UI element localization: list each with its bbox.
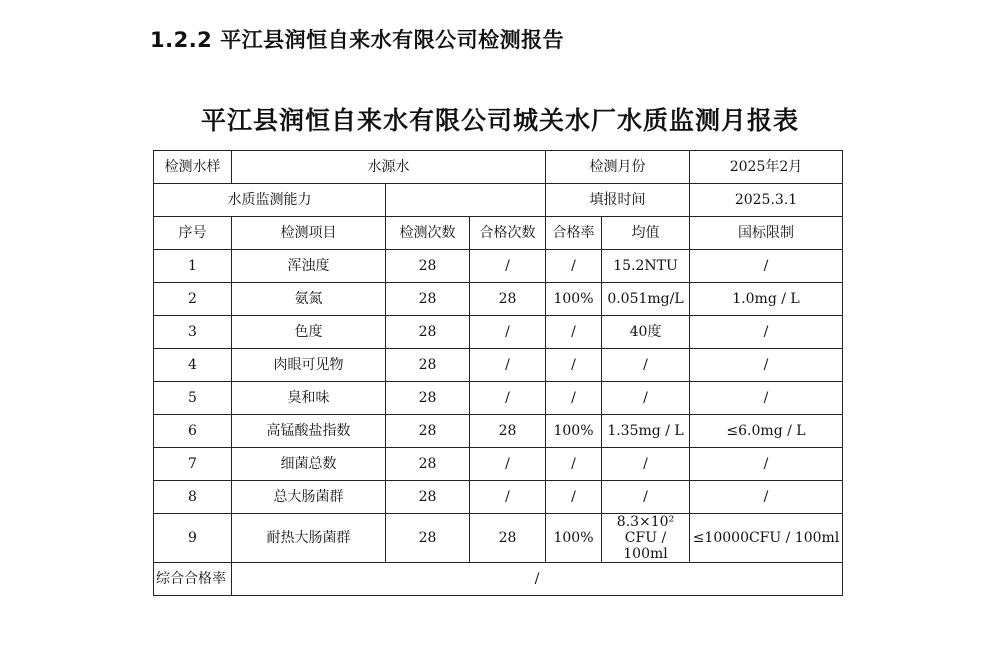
pass-count: / (470, 349, 546, 382)
mean-value: 8.3×10² CFU / 100ml (602, 514, 690, 563)
table-row (154, 283, 843, 316)
table-row (154, 316, 843, 349)
test-count: 28 (386, 448, 470, 481)
table-row (154, 481, 843, 514)
row-index: 8 (154, 481, 232, 514)
summary-value: / (232, 563, 843, 596)
standard-limit: ≤10000CFU / 100ml (690, 514, 843, 563)
fill-time-value: 2025.3.1 (690, 184, 843, 217)
pass-rate: / (546, 382, 602, 415)
test-count: 28 (386, 514, 470, 563)
test-count: 28 (386, 481, 470, 514)
standard-limit: / (690, 382, 843, 415)
capability-label: 水质监测能力 (154, 184, 386, 217)
capability-value (386, 184, 546, 217)
sample-value: 水源水 (232, 151, 546, 184)
standard-limit: / (690, 448, 843, 481)
item-name: 浑浊度 (232, 250, 386, 283)
item-name: 细菌总数 (232, 448, 386, 481)
summary-label: 综合合格率 (154, 563, 232, 596)
row-index: 7 (154, 448, 232, 481)
pass-count: / (470, 250, 546, 283)
standard-limit: 1.0mg / L (690, 283, 843, 316)
mean-value: / (602, 349, 690, 382)
row-index: 4 (154, 349, 232, 382)
mean-value: / (602, 382, 690, 415)
mean-value: / (602, 481, 690, 514)
standard-limit: / (690, 316, 843, 349)
fill-time-label: 填报时间 (546, 184, 690, 217)
pass-count: 28 (470, 514, 546, 563)
table-header-row (154, 217, 843, 250)
pass-count: 28 (470, 415, 546, 448)
item-name: 色度 (232, 316, 386, 349)
test-count: 28 (386, 349, 470, 382)
test-count: 28 (386, 382, 470, 415)
row-index: 9 (154, 514, 232, 563)
pass-rate: 100% (546, 514, 602, 563)
table-row (154, 382, 843, 415)
month-value: 2025年2月 (690, 151, 843, 184)
table-row (154, 349, 843, 382)
meta-row-sample (154, 151, 843, 184)
pass-rate: / (546, 250, 602, 283)
pass-count: 28 (470, 283, 546, 316)
standard-limit: / (690, 250, 843, 283)
pass-count: / (470, 382, 546, 415)
pass-rate: 100% (546, 283, 602, 316)
row-index: 6 (154, 415, 232, 448)
row-index: 3 (154, 316, 232, 349)
mean-value: 15.2NTU (602, 250, 690, 283)
pass-rate: / (546, 316, 602, 349)
column-header: 均值 (602, 217, 690, 250)
column-header: 检测项目 (232, 217, 386, 250)
standard-limit: / (690, 349, 843, 382)
sample-label: 检测水样 (154, 151, 232, 184)
table-row (154, 514, 843, 563)
item-name: 肉眼可见物 (232, 349, 386, 382)
test-count: 28 (386, 415, 470, 448)
report-title: 平江县润恒自来水有限公司城关水厂水质监测月报表 (200, 106, 799, 135)
mean-value: 40度 (602, 316, 690, 349)
standard-limit: / (690, 481, 843, 514)
test-count: 28 (386, 250, 470, 283)
pass-count: / (470, 316, 546, 349)
row-index: 2 (154, 283, 232, 316)
standard-limit: ≤6.0mg / L (690, 415, 843, 448)
pass-rate: 100% (546, 415, 602, 448)
section-title: 1.2.2 平江县润恒自来水有限公司检测报告 (150, 28, 565, 52)
column-header: 合格率 (546, 217, 602, 250)
row-index: 1 (154, 250, 232, 283)
mean-value: 0.051mg/L (602, 283, 690, 316)
pass-rate: / (546, 349, 602, 382)
mean-value: / (602, 448, 690, 481)
table-row (154, 250, 843, 283)
water-quality-table (153, 150, 843, 596)
table-row (154, 415, 843, 448)
month-label: 检测月份 (546, 151, 690, 184)
pass-count: / (470, 481, 546, 514)
pass-rate: / (546, 481, 602, 514)
item-name: 耐热大肠菌群 (232, 514, 386, 563)
item-name: 臭和味 (232, 382, 386, 415)
mean-value: 1.35mg / L (602, 415, 690, 448)
item-name: 总大肠菌群 (232, 481, 386, 514)
column-header: 合格次数 (470, 217, 546, 250)
table-row (154, 448, 843, 481)
item-name: 氨氮 (232, 283, 386, 316)
meta-row-capability (154, 184, 843, 217)
pass-rate: / (546, 448, 602, 481)
column-header: 国标限制 (690, 217, 843, 250)
test-count: 28 (386, 316, 470, 349)
row-index: 5 (154, 382, 232, 415)
summary-row (154, 563, 843, 596)
column-header: 检测次数 (386, 217, 470, 250)
pass-count: / (470, 448, 546, 481)
test-count: 28 (386, 283, 470, 316)
item-name: 高锰酸盐指数 (232, 415, 386, 448)
column-header: 序号 (154, 217, 232, 250)
